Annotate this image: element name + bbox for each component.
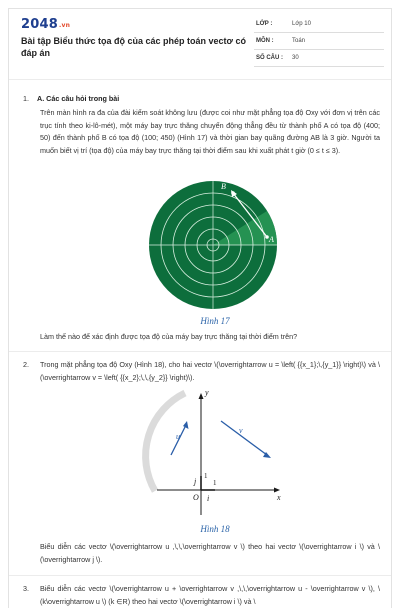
label-v: v <box>239 426 243 435</box>
question-1-text: Trên màn hình ra đa của đài kiểm soát không lưu (được coi như mặt phẳng tọa độ Oxy với đơn vị trên các trục tính theo ki-lô-mét), một máy bay trực thăng chuyển động thẳng đều từ thành phố A có tọa độ (400; 50) đến thành phố B có tọa độ (100; 450) (Hình 17) và thời gian bay quãng đường AB là 3 giờ. Người ta muốn biết vị trí (tọa độ) của máy bay trực thăng tại thời điểm sau khi xuất phát t giờ (0 ≤ t ≤ 3). <box>40 108 380 155</box>
document-page <box>8 8 392 608</box>
meta-table <box>254 16 384 67</box>
meta-row-grade <box>254 16 384 33</box>
question-2-number: 2. <box>23 360 29 369</box>
label-b: B <box>221 182 226 191</box>
section-heading: A. Các câu hỏi trong bài <box>37 94 120 103</box>
y-axis-arrow <box>199 393 204 399</box>
x-axis-arrow <box>274 488 280 493</box>
meta-key: MÔN : <box>256 38 274 44</box>
vector-v <box>221 421 267 455</box>
logo-tld: .vn <box>58 22 71 29</box>
meta-row-count <box>254 50 384 67</box>
point-b-marker <box>231 191 235 195</box>
meta-value: 30 <box>292 55 299 61</box>
label-i: i <box>207 494 210 503</box>
question-1-number: 1. <box>23 94 29 103</box>
document-header <box>9 9 391 73</box>
meta-value: Lớp 10 <box>292 21 311 27</box>
label-j: j <box>194 477 197 486</box>
meta-value: Toán <box>292 38 306 44</box>
label-origin: O <box>193 493 199 502</box>
figure-18-caption: Hình 18 <box>200 524 230 534</box>
header-divider <box>9 79 391 80</box>
decor-arc <box>146 393 185 491</box>
figure-17-caption: Hình 17 <box>200 316 230 326</box>
vector-u-head <box>183 421 189 429</box>
meta-row-subject <box>254 33 384 50</box>
vector-figure <box>149 387 285 517</box>
page-title: Bài tập Biểu thức tọa độ của các phép toán vectơ có đáp án <box>21 36 246 58</box>
label-u: u <box>176 432 180 441</box>
label-x: x <box>277 493 281 502</box>
meta-key: SỐ CÂU : <box>256 55 283 61</box>
label-unit-y: 1 <box>204 472 208 480</box>
question-3-number: 3. <box>23 584 29 593</box>
question-2-prompt: Biểu diễn các vectơ \(\overrightarrow u ,\,\,\overrightarrow v \) theo hai vectơ \(\overrightarrow i \) và \(\overrightarrow j \). <box>40 542 380 564</box>
site-logo[interactable] <box>21 17 70 32</box>
question-separator <box>9 575 391 576</box>
question-1-prompt: Làm thế nào để xác định được tọa độ của máy bay trực thăng tại thời điểm trên? <box>40 332 298 341</box>
label-a: A <box>269 235 274 244</box>
label-y: y <box>205 388 209 397</box>
logo-text: 2048 <box>21 17 58 32</box>
meta-key: LỚP : <box>256 21 273 27</box>
question-2-text: Trong mặt phẳng tọa độ Oxy (Hình 18), cho hai vectơ \(\overrightarrow u = \left( {{x_1};\,{y_1}} \right)\) và \(\overrightarrow v = \left( {{x_2};\,\,{y_2}} \right)\). <box>40 360 380 382</box>
label-unit-x: 1 <box>213 479 217 487</box>
question-separator <box>9 351 391 352</box>
radar-figure <box>149 181 281 321</box>
question-3-text: Biểu diễn các vectơ \(\overrightarrow u + \overrightarrow v ,\,\,\overrightarrow u - \overrightarrow v \), \(k\overrightarrow u \) (k ∈R) theo hai vectơ \(\overrightarrow i \) và \ <box>40 584 380 606</box>
